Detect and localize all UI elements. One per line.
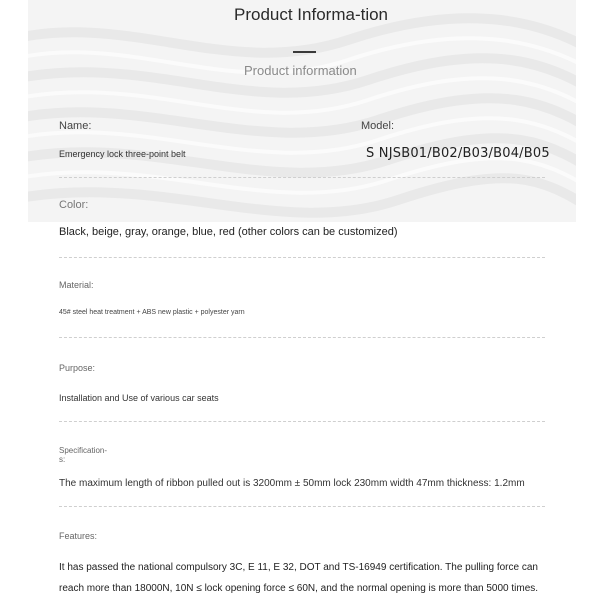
material-label: Material: xyxy=(59,280,94,290)
name-label: Name: xyxy=(59,120,92,132)
model-label: Model: xyxy=(361,120,395,132)
divider xyxy=(59,177,545,178)
model-value: S NJSB01/B02/B03/B04/B05 xyxy=(366,146,550,161)
page-title: Product Informa-tion xyxy=(234,5,389,24)
material-value: 45# steel heat treatment + ABS new plastic + polyester yarn xyxy=(59,309,245,316)
purpose-label: Purpose: xyxy=(59,363,96,373)
header-background xyxy=(28,0,576,222)
divider xyxy=(59,421,545,422)
page-subtitle: Product information xyxy=(244,63,357,78)
color-label: Color: xyxy=(59,199,89,211)
color-value: Black, beige, gray, orange, blue, red (other colors can be customized) xyxy=(59,226,398,238)
specifications-label: Specification-s: xyxy=(59,446,108,464)
title-underline xyxy=(293,51,316,53)
features-label: Features: xyxy=(59,531,98,541)
purpose-value: Installation and Use of various car seats xyxy=(59,393,219,403)
divider xyxy=(59,337,545,338)
divider xyxy=(59,257,545,258)
divider xyxy=(59,506,545,507)
name-value: Emergency lock three-point belt xyxy=(59,149,186,159)
specifications-value: The maximum length of ribbon pulled out is 3200mm ± 50mm lock 230mm width 47mm thickness: 1.2mm xyxy=(59,478,525,489)
wave-pattern xyxy=(28,0,576,222)
features-value: It has passed the national compulsory 3C, E 11, E 32, DOT and TS-16949 certification. The pulling force can reach more than 18000N, 10N ≤ lock opening force ≤ 60N, and the normal opening is more than 5000 times. xyxy=(59,562,539,594)
